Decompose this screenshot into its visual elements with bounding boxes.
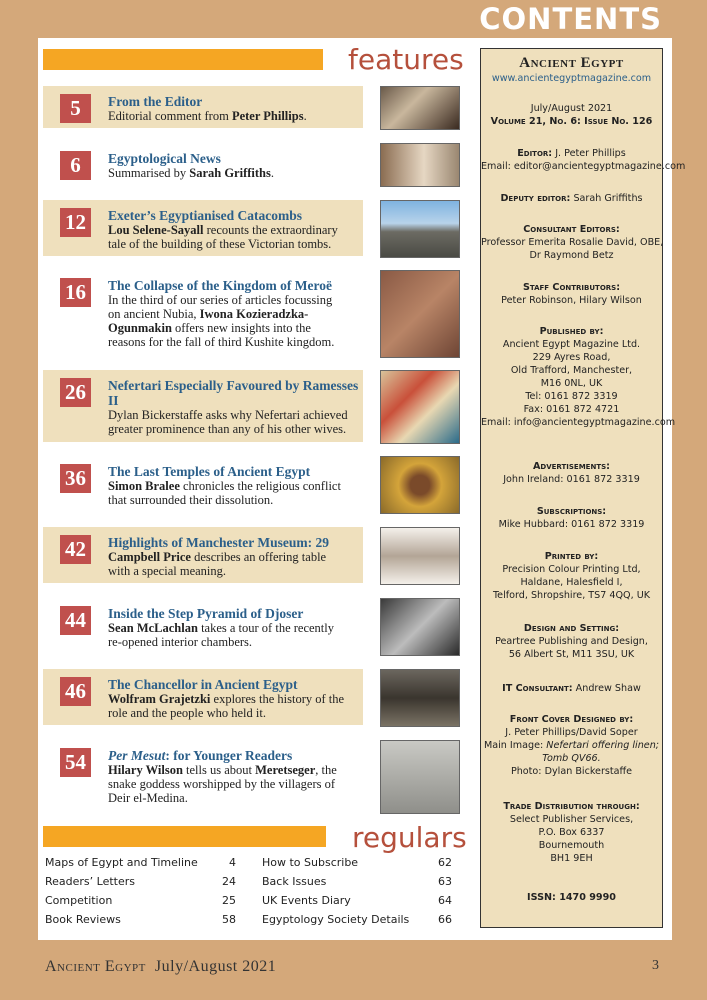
adverts-contact: John Ireland: 0161 872 3319 xyxy=(503,474,640,485)
feature-text xyxy=(108,464,366,507)
feature-description: on ancient Nubia, Iwona Kozieradzka- xyxy=(108,307,309,321)
staff-label: Staff Contributors: xyxy=(522,282,621,293)
design-label: Design and Setting: xyxy=(523,623,620,634)
feature-page-number: 12 xyxy=(60,208,91,237)
feature-description: role and the people who held it. xyxy=(108,706,266,720)
feature-row[interactable] xyxy=(43,370,363,442)
masthead-brand: Ancient Egypt xyxy=(519,55,624,71)
regular-item[interactable]: UK Events Diary xyxy=(262,894,351,907)
adverts-label: Advertisements: xyxy=(533,461,610,472)
issn: ISSN: 1470 9990 xyxy=(527,892,616,903)
footer-magazine xyxy=(45,958,276,976)
subs-contact: Mike Hubbard: 0161 872 3319 xyxy=(498,519,645,530)
footer-date: July/August 2021 xyxy=(154,958,277,975)
feature-row[interactable] xyxy=(43,527,363,583)
masthead-url[interactable]: www.ancientegyptmagazine.com xyxy=(491,73,652,84)
feature-title[interactable]: Nefertari Especially Favoured by Ramesses II xyxy=(108,378,359,408)
regulars-bar xyxy=(43,826,326,847)
published-label: Published by: xyxy=(539,326,604,337)
editor-email[interactable]: Email: editor@ancientegyptmagazine.com xyxy=(481,161,686,172)
it-name: Andrew Shaw xyxy=(575,683,641,694)
regular-item[interactable]: Readers’ Letters xyxy=(45,875,136,888)
feature-page-number: 16 xyxy=(60,278,91,307)
published-email[interactable]: Email: info@ancientegyptmagazine.com xyxy=(481,417,676,428)
relief-photo xyxy=(380,270,460,358)
regular-item[interactable]: Egyptology Society Details xyxy=(262,913,410,926)
feature-description: Simon Bralee chronicles the religious conflict xyxy=(108,479,341,493)
contents-heading: CONTENTS xyxy=(479,2,662,36)
feature-row[interactable] xyxy=(43,270,363,356)
trade-line: BH1 9EH xyxy=(550,853,593,864)
feature-description: snake goddess worshipped by the villagers of xyxy=(108,777,336,791)
printed-line: Precision Colour Printing Ltd, xyxy=(502,564,641,575)
features-bar xyxy=(43,49,323,70)
feature-description: Dylan Bickerstaffe asks why Nefertari achieved xyxy=(108,408,348,422)
feature-page-number: 6 xyxy=(60,151,91,180)
cover-label: Front Cover Designed by: xyxy=(509,714,634,725)
feature-page-number: 5 xyxy=(60,94,91,123)
page-number: 3 xyxy=(652,958,659,973)
design-line: 56 Albert St, M11 3SU, UK xyxy=(508,649,635,660)
feature-text xyxy=(108,535,366,578)
it-label: IT Consultant: xyxy=(502,683,573,694)
feature-description: Ogunmakin offers new insights into the xyxy=(108,321,311,335)
feature-title[interactable]: The Last Temples of Ancient Egypt xyxy=(108,464,311,479)
feature-row[interactable] xyxy=(43,86,363,128)
feature-page-number: 36 xyxy=(60,464,91,493)
feature-text xyxy=(108,278,366,349)
printed-label: Printed by: xyxy=(544,551,599,562)
editor-photo xyxy=(380,86,460,130)
feature-text xyxy=(108,378,366,436)
regular-page-number: 66 xyxy=(438,913,452,926)
stela-photo xyxy=(380,740,460,814)
deputy-label: Deputy editor: xyxy=(500,193,571,204)
editor-label: Editor: xyxy=(517,148,553,159)
feature-description: Summarised by Sarah Griffiths. xyxy=(108,166,274,180)
feature-description: re-opened interior chambers. xyxy=(108,635,253,649)
design-line: Peartree Publishing and Design, xyxy=(495,636,648,647)
published-line: M16 0NL, UK xyxy=(540,378,603,389)
feature-title[interactable]: Per Mesut: for Younger Readers xyxy=(108,748,293,763)
statue-photo xyxy=(380,669,460,727)
regular-item[interactable]: Competition xyxy=(45,894,113,907)
regular-page-number: 64 xyxy=(438,894,452,907)
feature-row[interactable] xyxy=(43,456,363,512)
regular-page-number: 4 xyxy=(229,856,236,869)
regular-page-number: 63 xyxy=(438,875,452,888)
feature-row[interactable] xyxy=(43,598,363,654)
nefertari-photo xyxy=(380,370,460,444)
feature-text xyxy=(108,606,366,649)
features-heading: features xyxy=(348,43,464,76)
issue-volume: Volume 21, No. 6: Issue No. 126 xyxy=(490,116,653,127)
feature-title[interactable]: Exeter’s Egyptianised Catacombs xyxy=(108,208,302,223)
feature-row[interactable] xyxy=(43,143,363,185)
feature-title[interactable]: Highlights of Manchester Museum: 29 xyxy=(108,535,329,550)
feature-description: reasons for the fall of third Kushite kingdom. xyxy=(108,335,335,349)
regular-item[interactable]: Book Reviews xyxy=(45,913,121,926)
feature-title[interactable]: Egyptological News xyxy=(108,151,221,166)
published-line: Ancient Egypt Magazine Ltd. xyxy=(502,339,641,350)
published-line: Old Trafford, Manchester, xyxy=(510,365,633,376)
regular-page-number: 25 xyxy=(222,894,236,907)
footer-brand: Ancient Egypt xyxy=(45,958,146,975)
feature-description: that surrounded their dissolution. xyxy=(108,493,274,507)
consultant-2: Dr Raymond Betz xyxy=(529,250,614,261)
feature-description: Sean McLachlan takes a tour of the recently xyxy=(108,621,334,635)
feature-text xyxy=(108,94,366,123)
published-line: 229 Ayres Road, xyxy=(532,352,611,363)
staff-names: Peter Robinson, Hilary Wilson xyxy=(501,295,642,306)
feature-title[interactable]: The Collapse of the Kingdom of Meroë xyxy=(108,278,332,293)
regular-item[interactable]: Maps of Egypt and Timeline xyxy=(45,856,198,869)
feature-title[interactable]: From the Editor xyxy=(108,94,203,109)
feature-description: Hilary Wilson tells us about Meretseger, the xyxy=(108,763,337,777)
cover-image-tomb: Tomb QV66. xyxy=(542,753,601,764)
published-line: Fax: 0161 872 4721 xyxy=(523,404,620,415)
trade-line: P.O. Box 6337 xyxy=(538,827,605,838)
feature-row[interactable] xyxy=(43,740,363,812)
feature-description: Lou Selene-Sayall recounts the extraordinary xyxy=(108,223,338,237)
feature-description: greater prominence than any of his other wives. xyxy=(108,422,347,436)
printed-line: Telford, Shropshire, TS7 4QQ, UK xyxy=(492,590,651,601)
consultant-label: Consultant Editors: xyxy=(523,224,620,235)
feature-page-number: 26 xyxy=(60,378,91,407)
trade-label: Trade Distribution through: xyxy=(503,801,640,812)
feature-title[interactable]: The Chancellor in Ancient Egypt xyxy=(108,677,298,692)
regular-item[interactable]: How to Subscribe xyxy=(262,856,359,869)
published-line: Tel: 0161 872 3319 xyxy=(525,391,618,402)
feature-description: with a special meaning. xyxy=(108,564,227,578)
issue-date: July/August 2021 xyxy=(530,103,613,114)
cover-designers: J. Peter Phillips/David Soper xyxy=(505,727,638,738)
cover-photo: Photo: Dylan Bickerstaffe xyxy=(510,766,633,777)
pyramid-interior-photo xyxy=(380,598,460,656)
cover-image-label: Main Image: xyxy=(483,740,544,751)
catacomb-photo xyxy=(380,200,460,258)
offering-table-photo xyxy=(380,527,460,585)
feature-text xyxy=(108,151,366,180)
feature-page-number: 42 xyxy=(60,535,91,564)
feature-title[interactable]: Inside the Step Pyramid of Djoser xyxy=(108,606,304,621)
regulars-heading: regulars xyxy=(352,821,467,854)
feature-description: In the third of our series of articles focussing xyxy=(108,293,333,307)
trade-line: Select Publisher Services, xyxy=(509,814,634,825)
feature-row[interactable] xyxy=(43,200,363,256)
regular-item[interactable]: Back Issues xyxy=(262,875,327,888)
feature-description: Campbell Price describes an offering table xyxy=(108,550,327,564)
feature-description: Deir el-Medina. xyxy=(108,791,188,805)
pottery-photo xyxy=(380,143,460,187)
feature-text xyxy=(108,748,366,805)
regular-page-number: 58 xyxy=(222,913,236,926)
editor-name: J. Peter Phillips xyxy=(555,148,626,159)
feature-description: Wolfram Grajetzki explores the history of the xyxy=(108,692,345,706)
cover-image: Nefertari offering linen; xyxy=(546,740,660,751)
mosaic-photo xyxy=(380,456,460,514)
consultant-1: Professor Emerita Rosalie David, OBE, xyxy=(481,237,664,248)
subs-label: Subscriptions: xyxy=(536,506,607,517)
feature-row[interactable] xyxy=(43,669,363,725)
trade-line: Bournemouth xyxy=(538,840,605,851)
feature-page-number: 44 xyxy=(60,606,91,635)
deputy-name: Sarah Griffiths xyxy=(573,193,643,204)
regular-page-number: 24 xyxy=(222,875,236,888)
feature-description: Editorial comment from Peter Phillips. xyxy=(108,109,307,123)
feature-text xyxy=(108,208,366,251)
masthead-panel xyxy=(480,48,686,928)
feature-text xyxy=(108,677,366,720)
feature-page-number: 54 xyxy=(60,748,91,777)
feature-description: tale of the building of these Victorian tombs. xyxy=(108,237,332,251)
printed-line: Haldane, Halesfield I, xyxy=(520,577,623,588)
regular-page-number: 62 xyxy=(438,856,452,869)
feature-page-number: 46 xyxy=(60,677,91,706)
